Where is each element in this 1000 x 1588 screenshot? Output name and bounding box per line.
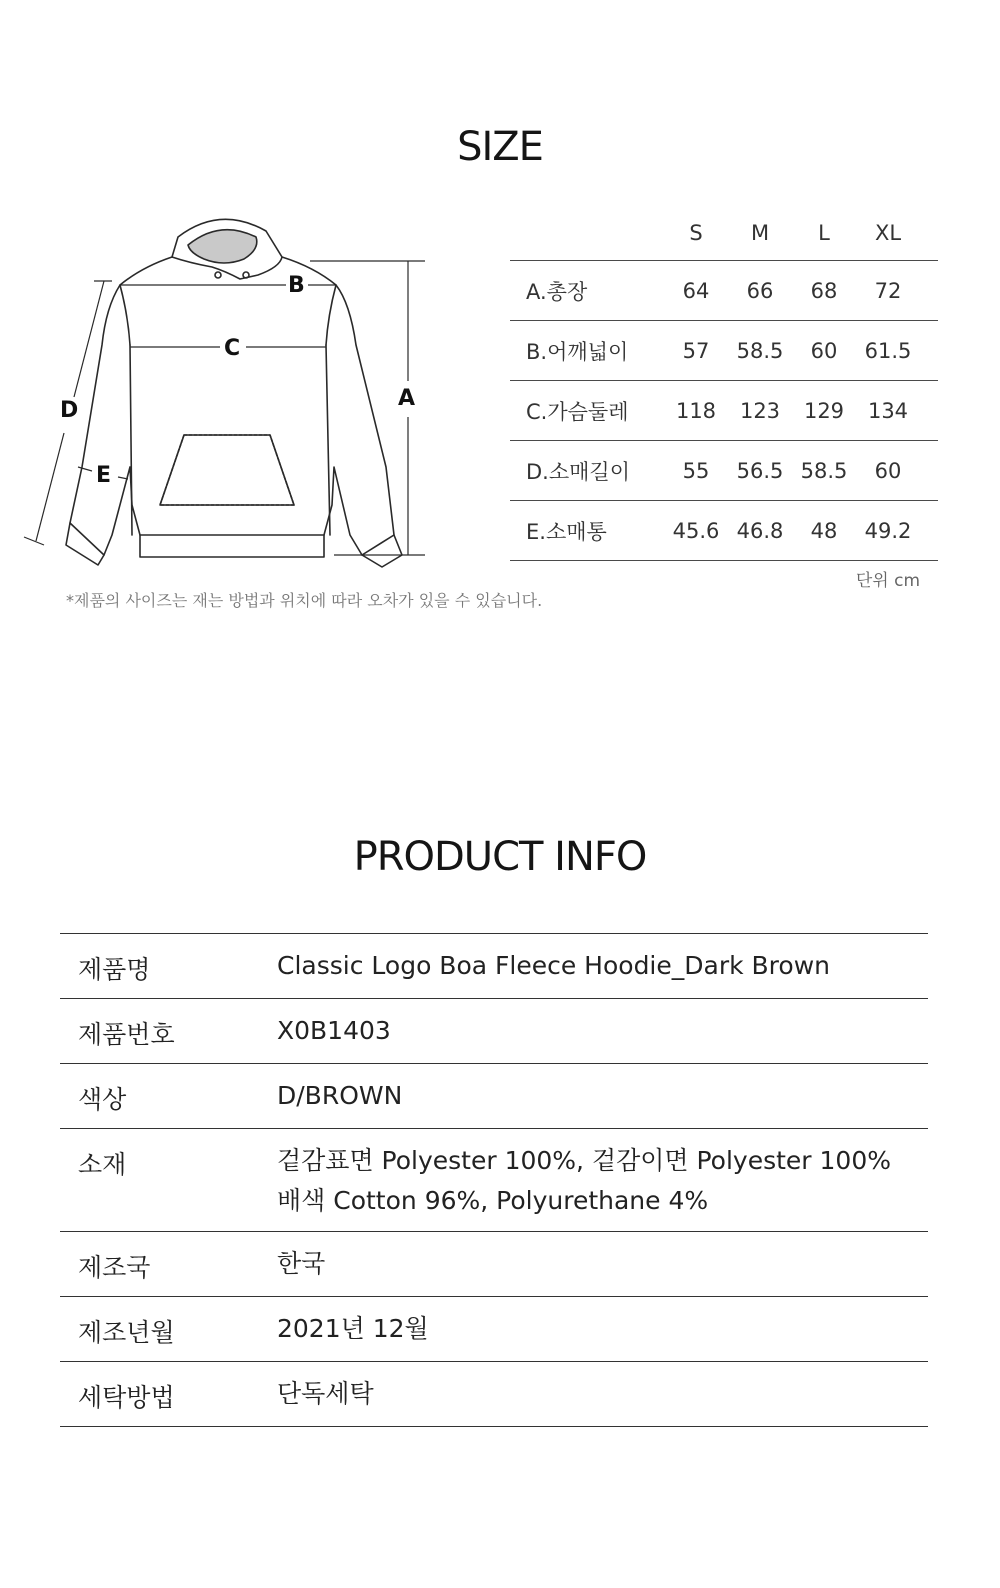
size-row-label: A.총장	[526, 279, 588, 304]
info-row-number	[60, 999, 928, 1064]
size-row-e	[510, 501, 938, 561]
info-key: 제조국	[78, 1253, 151, 1282]
info-value: 2021년 12월	[277, 1314, 429, 1343]
size-cell: 45.6	[672, 518, 720, 543]
info-key: 제품번호	[78, 1020, 175, 1049]
size-note: *제품의 사이즈는 재는 방법과 위치에 따라 오차가 있을 수 있습니다.	[66, 591, 543, 610]
info-value: 한국	[277, 1249, 326, 1278]
size-cell: 68	[810, 278, 838, 303]
info-row-date	[60, 1297, 928, 1362]
info-key: 제조년월	[78, 1318, 175, 1347]
diagram-label-b: B	[288, 273, 305, 298]
size-col-xl: XL	[874, 220, 902, 245]
info-key: 세탁방법	[78, 1383, 175, 1412]
hoodie-size-diagram	[20, 205, 470, 575]
size-cell: 46.8	[736, 518, 784, 543]
info-key: 소재	[78, 1150, 127, 1179]
size-row-a	[510, 261, 938, 321]
info-value: X0B1403	[277, 1016, 391, 1045]
size-table	[510, 205, 938, 561]
info-row-wash	[60, 1362, 928, 1427]
info-row-name	[60, 934, 928, 999]
size-title: SIZE	[457, 124, 543, 170]
size-cell: 58.5	[800, 458, 848, 483]
size-cell: 64	[682, 278, 710, 303]
size-col-m: M	[750, 220, 770, 245]
product-info-table	[60, 933, 928, 1427]
info-value: 겉감표면 Polyester 100%, 겉감이면 Polyester 100%	[277, 1146, 892, 1175]
size-row-label: D.소매길이	[526, 459, 630, 484]
info-row-material	[60, 1129, 928, 1232]
info-key: 색상	[78, 1085, 127, 1114]
size-col-l: L	[818, 220, 830, 245]
size-row-label: E.소매통	[526, 519, 607, 544]
size-cell: 58.5	[736, 338, 784, 363]
product-info-title: PRODUCT INFO	[353, 834, 647, 880]
size-cell: 61.5	[864, 338, 912, 363]
size-row-label: B.어깨넓이	[526, 339, 629, 364]
size-cell: 60	[874, 458, 902, 483]
size-cell: 57	[682, 338, 710, 363]
diagram-label-d: D	[60, 398, 79, 423]
info-value: Classic Logo Boa Fleece Hoodie_Dark Brown	[277, 951, 831, 980]
size-table-header	[510, 205, 938, 261]
size-cell: 66	[746, 278, 774, 303]
size-cell: 55	[682, 458, 710, 483]
info-value: 배색 Cotton 96%, Polyurethane 4%	[277, 1186, 709, 1215]
unit-label: 단위 cm	[855, 571, 920, 591]
info-value: 단독세탁	[277, 1379, 374, 1408]
size-cell: 60	[810, 338, 838, 363]
size-row-label: C.가슴둘레	[526, 399, 629, 424]
size-cell: 49.2	[864, 518, 912, 543]
info-value: D/BROWN	[277, 1081, 403, 1110]
size-cell: 48	[810, 518, 838, 543]
info-row-country	[60, 1232, 928, 1297]
size-row-b	[510, 321, 938, 381]
info-row-color	[60, 1064, 928, 1129]
size-row-d	[510, 441, 938, 501]
diagram-label-a: A	[398, 386, 416, 411]
body-outline	[70, 257, 394, 555]
diagram-label-e: E	[96, 463, 112, 488]
size-cell: 72	[874, 278, 902, 303]
size-cell: 134	[867, 398, 909, 423]
size-cell: 129	[803, 398, 845, 423]
diagram-label-c: C	[224, 336, 241, 361]
size-row-c	[510, 381, 938, 441]
size-cell: 123	[739, 398, 781, 423]
info-key: 제품명	[78, 955, 151, 984]
size-cell: 118	[675, 398, 717, 423]
size-col-s: S	[689, 220, 703, 245]
size-cell: 56.5	[736, 458, 784, 483]
